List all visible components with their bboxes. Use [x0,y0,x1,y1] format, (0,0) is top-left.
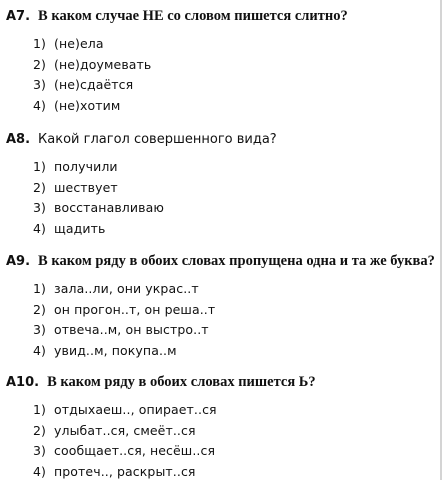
option-text: получили [54,159,118,174]
answer-option [33,96,436,117]
answer-option [33,300,436,321]
option-number: 3) [33,441,54,462]
option-number: 1) [33,279,54,300]
answer-options [33,34,436,116]
option-number: 1) [33,34,54,55]
option-number: 4) [33,96,54,117]
option-number: 4) [33,219,54,240]
answer-option [33,400,436,421]
option-number: 3) [33,198,54,219]
answer-options [33,157,436,239]
answer-option [33,157,436,178]
option-text: улыбат..ся, смеёт..ся [54,423,196,438]
answer-option [33,462,436,482]
answer-option [33,219,436,240]
option-text: протеч.., раскрыт..ся [54,464,196,479]
answer-options [33,279,436,361]
option-number: 2) [33,55,54,76]
answer-option [33,198,436,219]
option-number: 2) [33,421,54,442]
question-text: В каком случае НЕ со словом пишется слитно? [38,8,348,24]
question-number: А8. [6,131,30,149]
answer-option [33,279,436,300]
option-number: 2) [33,300,54,321]
answer-options [33,400,436,482]
question-text: В каком ряду в обоих словах пропущена одна и та же буква? [38,253,435,269]
question-a9 [6,252,436,361]
option-number: 3) [33,320,54,341]
answer-option [33,320,436,341]
answer-option [33,34,436,55]
option-text: отвеча..м, он выстро..т [54,322,209,337]
question-text: Какой глагол совершенного вида? [38,132,277,147]
option-text: (не)хотим [54,98,120,113]
question-a7 [6,7,436,116]
option-text: отдыхаеш.., опирает..ся [54,402,217,417]
question-a10 [6,373,436,482]
option-number: 4) [33,462,54,482]
option-text: (не)ела [54,36,104,51]
question-header [6,373,436,392]
option-text: увид..м, покупа..м [54,343,177,358]
answer-option [33,178,436,199]
option-number: 1) [33,400,54,421]
option-text: сообщает..ся, несёш..ся [54,443,215,458]
option-number: 2) [33,178,54,199]
question-number: А7. [6,8,30,26]
option-text: щадить [54,221,105,236]
option-number: 1) [33,157,54,178]
question-text: В каком ряду в обоих словах пишется Ь? [47,374,316,390]
answer-option [33,55,436,76]
option-number: 4) [33,341,54,362]
option-text: шествует [54,180,118,195]
question-number: А9. [6,253,30,271]
option-text: (не)сдаётся [54,77,133,92]
answer-option [33,441,436,462]
answer-option [33,421,436,442]
answer-option [33,75,436,96]
question-number: А10. [6,374,39,392]
option-text: зала..ли, они украс..т [54,281,199,296]
option-number: 3) [33,75,54,96]
question-header [6,252,436,271]
answer-option [33,341,436,362]
question-header [6,7,436,26]
option-text: он прогон..т, он реша..т [54,302,215,317]
question-header [6,131,436,149]
option-text: (не)доумевать [54,57,151,72]
question-a8 [6,131,436,239]
option-text: восстанавливаю [54,200,164,215]
